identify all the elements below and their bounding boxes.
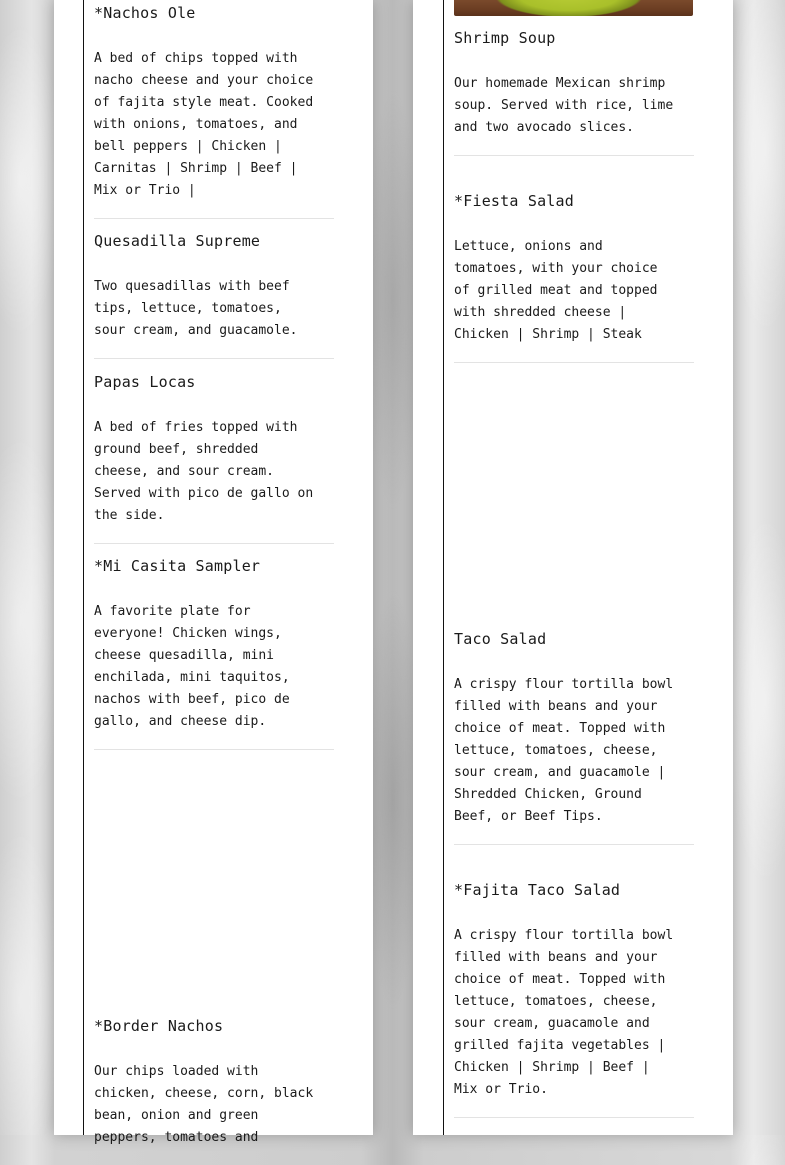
menu-item-description: A bed of fries topped with ground beef, shredded cheese, and sour cream. Served with pico de gallo on the side. [94,420,314,523]
menu-item-name: *Mi Casita Sampler [94,557,261,575]
menu-item-fajita-taco-salad [454,880,694,1118]
column-rule-line [83,0,84,1135]
menu-item-shrimp-soup [454,28,694,156]
menu-item-fiesta-salad [454,191,694,363]
menu-item-papas-locas [94,372,334,544]
menu-item-name: *Border Nachos [94,1017,224,1035]
menu-item-description: A favorite plate for everyone! Chicken wings, cheese quesadilla, mini enchilada, mini taquitos, nachos with beef, pico de gallo, and cheese dip. [94,604,290,729]
menu-item-taco-salad [454,629,694,845]
menu-item-quesadilla-supreme [94,231,334,359]
menu-item-description: A crispy flour tortilla bowl filled with beans and your choice of meat. Topped with lettuce, tomatoes, cheese, sour cream, and guacamole | Shredded Chicken, Ground Beef, or Beef Tips. [454,677,674,824]
menu-item-border-nachos [94,1016,334,1165]
menu-item-name: *Nachos Ole [94,4,196,22]
menu-column-left [54,0,373,1145]
menu-item-description: Our chips loaded with chicken, cheese, corn, black bean, onion and green peppers, tomatoes and [94,1064,314,1145]
menu-item-description: A crispy flour tortilla bowl filled with beans and your choice of meat. Topped with lettuce, tomatoes, cheese, sour cream, guacamole and grilled fajita vegetables | Chicken | Shrimp | Beef | Mix or Trio. [454,928,674,1097]
menu-item-name: Quesadilla Supreme [94,232,261,250]
menu-item-name: *Fiesta Salad [454,192,574,210]
menu-item-description: Two quesadillas with beef tips, lettuce, tomatoes, sour cream, and guacamole. [94,279,298,338]
menu-item-name: *Fajita Taco Salad [454,881,621,899]
menu-item-description: A bed of chips topped with nacho cheese and your choice of fajita style meat. Cooked with onions, tomatoes, and bell peppers | Chicken | Carnitas | Shrimp | Beef | Mix or Trio | [94,51,314,198]
menu-item-mi-casita-sampler [94,556,334,750]
menu-item-description: Our homemade Mexican shrimp soup. Served with rice, lime and two avocado slices. [454,76,674,135]
menu-item-name: Papas Locas [94,373,196,391]
menu-column-right [413,0,733,1135]
menu-item-name: Shrimp Soup [454,29,556,47]
menu-item-description: Lettuce, onions and tomatoes, with your choice of grilled meat and topped with shredded cheese | Chicken | Shrimp | Steak [454,239,658,342]
menu-item-nachos-ole [94,3,334,219]
column-rule-line [443,0,444,1135]
food-photo [454,0,693,16]
menu-item-name: Taco Salad [454,630,547,648]
